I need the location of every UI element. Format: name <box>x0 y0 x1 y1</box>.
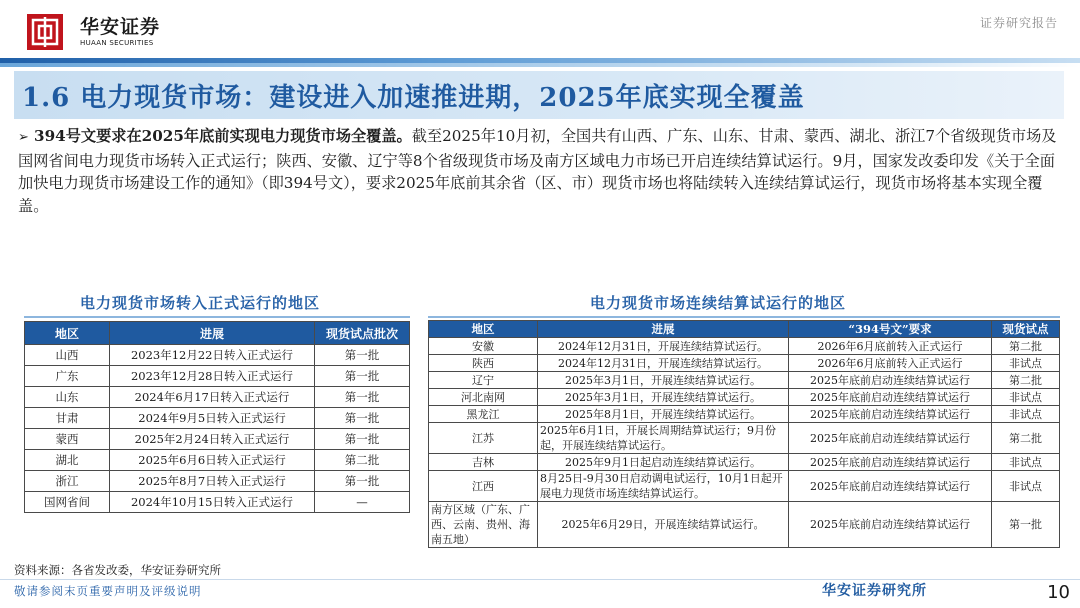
table-row <box>25 492 410 513</box>
table-cell: 2023年12月22日转入正式运行 <box>110 345 315 366</box>
report-type-label: 证券研究报告 <box>979 16 1058 30</box>
table-header-row <box>429 321 1060 338</box>
table-row <box>25 408 410 429</box>
brand-logo-icon <box>27 14 63 50</box>
table-row <box>429 389 1060 406</box>
table-row <box>25 345 410 366</box>
table-cell: 第一批 <box>315 408 410 429</box>
table-cell: 第二批 <box>992 372 1060 389</box>
table-header-cell: “394号文”要求 <box>789 321 992 338</box>
footer-institute: 华安证券研究所 <box>822 583 927 599</box>
table-cell: 2025年底前启动连续结算试运行 <box>789 423 992 454</box>
table-cell: 蒙西 <box>25 429 110 450</box>
table-cell: 安徽 <box>429 338 538 355</box>
table-cell: 第一批 <box>315 387 410 408</box>
table-header-cell: 现货试点 <box>992 321 1060 338</box>
table-header-row <box>25 322 410 345</box>
table-cell: 2025年6月29日，开展连续结算试运行。 <box>538 502 789 548</box>
table-cell: 2024年6月17日转入正式运行 <box>110 387 315 408</box>
table-cell: 非试点 <box>992 355 1060 372</box>
table-trial <box>428 320 1060 548</box>
brand-name-cn: 华安证券 <box>80 16 161 38</box>
table-cell: 第二批 <box>992 338 1060 355</box>
table-row <box>25 450 410 471</box>
table-cell: 第一批 <box>315 366 410 387</box>
table-cell: 第一批 <box>315 471 410 492</box>
table-cell: 非试点 <box>992 471 1060 502</box>
table-row <box>429 406 1060 423</box>
table-cell: 黑龙江 <box>429 406 538 423</box>
table-cell: 2025年底前启动连续结算试运行 <box>789 372 992 389</box>
table-cell: 2025年底前启动连续结算试运行 <box>789 454 992 471</box>
table-cell: 2025年6月6日转入正式运行 <box>110 450 315 471</box>
table-cell: 江西 <box>429 471 538 502</box>
table-cell: 广东 <box>25 366 110 387</box>
table-cell: 2025年3月1日，开展连续结算试运行。 <box>538 389 789 406</box>
table-cell: 辽宁 <box>429 372 538 389</box>
bullet-lead: 394号文要求在2025年底前实现电力现货市场全覆盖。 <box>34 127 412 145</box>
table-cell: 2023年12月28日转入正式运行 <box>110 366 315 387</box>
table-cell: 第二批 <box>315 450 410 471</box>
table-header-cell: 地区 <box>25 322 110 345</box>
table-row <box>429 471 1060 502</box>
table-cell: 甘肃 <box>25 408 110 429</box>
table-cell: 第一批 <box>315 345 410 366</box>
table-trial-title-underline <box>428 316 1060 318</box>
section-title: 1.6 电力现货市场：建设进入加速推进期，2025年底实现全覆盖 <box>22 83 805 113</box>
table-cell: 2024年10月15日转入正式运行 <box>110 492 315 513</box>
table-cell: 南方区域（广东、广西、云南、贵州、海南五地） <box>429 502 538 548</box>
table-row <box>25 429 410 450</box>
table-row <box>429 502 1060 548</box>
table-row <box>429 454 1060 471</box>
table-header-cell: 现货试点批次 <box>315 322 410 345</box>
table-cell: — <box>315 492 410 513</box>
table-cell: 吉林 <box>429 454 538 471</box>
table-cell: 浙江 <box>25 471 110 492</box>
table-cell: 非试点 <box>992 406 1060 423</box>
table-cell: 河北南网 <box>429 389 538 406</box>
table-cell: 非试点 <box>992 454 1060 471</box>
table-cell: 2026年6月底前转入正式运行 <box>789 338 992 355</box>
table-row <box>429 355 1060 372</box>
table-row <box>429 338 1060 355</box>
bullet-body: 截至2025年10月初，全国共有山西、广东、山东、甘肃、蒙西、湖北、浙江7个省级现货市场及国网省间电力现货市场转入正式运行；陕西、安徽、辽宁等8个省级现货市场及南方区域电力市场已开启连续结算试运行。9月，国家发改委印发《关于全面加快电力现货市场建设工作的通知》（即394号文），要求2025年底前其余省（区、市）现货市场也将陆续转入连续结算试运行，现货市场将基本实现全覆盖。 <box>18 127 1057 215</box>
bullet-arrow-icon: ➢ <box>18 130 29 145</box>
table-cell: 第一批 <box>315 429 410 450</box>
table-cell: 国网省间 <box>25 492 110 513</box>
table-header-cell: 进展 <box>110 322 315 345</box>
table-cell: 2025年3月1日，开展连续结算试运行。 <box>538 372 789 389</box>
table-row <box>429 372 1060 389</box>
header-stripe-light <box>0 63 1080 67</box>
table-header-cell: 进展 <box>538 321 789 338</box>
table-cell: 2025年8月7日转入正式运行 <box>110 471 315 492</box>
table-cell: 2025年底前启动连续结算试运行 <box>789 389 992 406</box>
table-cell: 2025年2月24日转入正式运行 <box>110 429 315 450</box>
page-number: 10 <box>1047 582 1070 603</box>
table-cell: 2025年6月1日，开展长周期结算试运行；9月份起，开展连续结算试运行。 <box>538 423 789 454</box>
table-cell: 2024年9月5日转入正式运行 <box>110 408 315 429</box>
bullet-paragraph <box>18 125 1063 217</box>
table-cell: 2025年底前启动连续结算试运行 <box>789 406 992 423</box>
table-cell: 2026年6月底前转入正式运行 <box>789 355 992 372</box>
table-row <box>25 387 410 408</box>
brand-name-en: HUAAN SECURITIES <box>80 39 154 47</box>
table-cell: 山西 <box>25 345 110 366</box>
source-note: 资料来源：各省发改委，华安证券研究所 <box>14 563 221 577</box>
table-cell: 2025年9月1日起启动连续结算试运行。 <box>538 454 789 471</box>
table-trial-title: 电力现货市场连续结算试运行的地区 <box>590 294 847 312</box>
table-header-cell: 地区 <box>429 321 538 338</box>
table-cell: 山东 <box>25 387 110 408</box>
table-formal-title-underline <box>24 316 410 318</box>
section-title-bar <box>14 71 1064 119</box>
table-cell: 江苏 <box>429 423 538 454</box>
table-formal-title: 电力现货市场转入正式运行的地区 <box>80 294 321 312</box>
table-cell: 陕西 <box>429 355 538 372</box>
table-cell: 湖北 <box>25 450 110 471</box>
table-cell: 2025年底前启动连续结算试运行 <box>789 502 992 548</box>
table-cell: 8月25日-9月30日启动调电试运行，10月1日起开展电力现货市场连续结算试运行。 <box>538 471 789 502</box>
table-row <box>25 471 410 492</box>
table-row <box>429 423 1060 454</box>
table-formal <box>24 321 410 513</box>
table-cell: 非试点 <box>992 389 1060 406</box>
table-cell: 2024年12月31日，开展连续结算试运行。 <box>538 338 789 355</box>
table-cell: 2024年12月31日，开展连续结算试运行。 <box>538 355 789 372</box>
table-cell: 第一批 <box>992 502 1060 548</box>
table-cell: 第二批 <box>992 423 1060 454</box>
footer-disclaimer: 敬请参阅末页重要声明及评级说明 <box>14 584 202 598</box>
table-cell: 2025年8月1日，开展连续结算试运行。 <box>538 406 789 423</box>
table-row <box>25 366 410 387</box>
table-cell: 2025年底前启动连续结算试运行 <box>789 471 992 502</box>
